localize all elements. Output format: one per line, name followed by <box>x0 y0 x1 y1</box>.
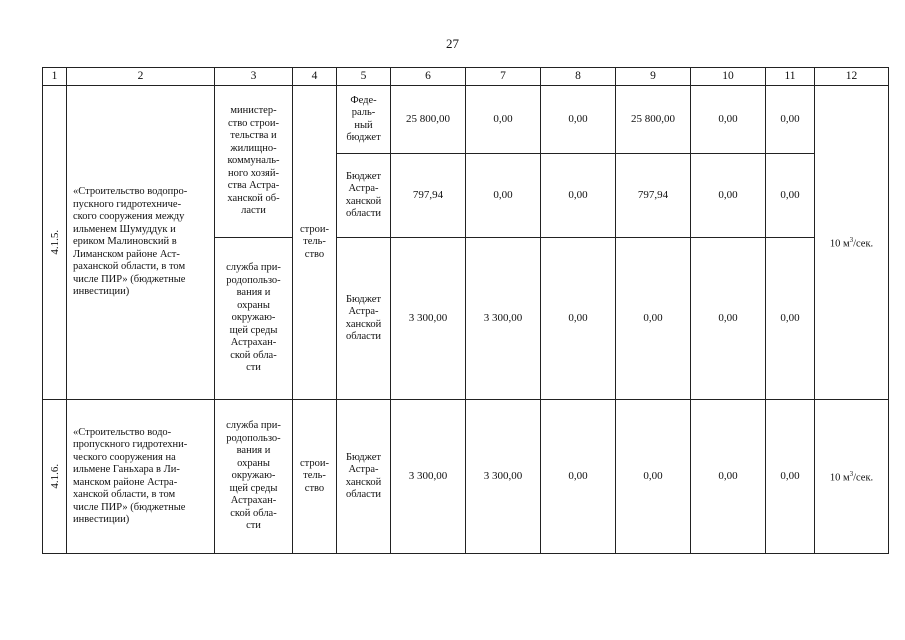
value-col-10: 0,00 <box>691 86 766 154</box>
funding-source: Бюджет Астра- ханской области <box>337 400 391 554</box>
value-col-10: 0,00 <box>691 154 766 238</box>
value-col-8: 0,00 <box>541 400 616 554</box>
header-col-3: 3 <box>215 68 293 86</box>
header-col-10: 10 <box>691 68 766 86</box>
header-col-11: 11 <box>766 68 815 86</box>
project-name: «Строительство водопро- пускного гидротехниче- ского сооружения между ильменем Шумуддук и ериком Малиновский в Лиманском районе Аст- раханской области, в том числе ПИР» (бюджетные инвестиции) <box>67 86 215 400</box>
responsible-service: служба при- родопользо- вания и охраны окружаю- щей среды Астрахан- ской обла- сти <box>215 400 293 554</box>
header-col-12: 12 <box>815 68 889 86</box>
value-col-6: 25 800,00 <box>391 86 466 154</box>
work-type: строи- тель- ство <box>293 86 337 400</box>
capacity: 10 $м^3$/сек. <box>815 86 889 400</box>
header-col-5: 5 <box>337 68 391 86</box>
work-type: строи- тель- ство <box>293 400 337 554</box>
header-col-1: 1 <box>43 68 67 86</box>
header-col-4: 4 <box>293 68 337 86</box>
value-col-9: 797,94 <box>616 154 691 238</box>
header-col-7: 7 <box>466 68 541 86</box>
value-col-8: 0,00 <box>541 86 616 154</box>
value-col-8: 0,00 <box>541 154 616 238</box>
funding-source: Бюджет Астра- ханской области <box>337 238 391 400</box>
value-col-10: 0,00 <box>691 400 766 554</box>
capacity: 10 $м^3$/сек. <box>815 400 889 554</box>
value-col-11: 0,00 <box>766 238 815 400</box>
funding-source: Феде- раль- ный бюджет <box>337 86 391 154</box>
row-code: 4.1.6. <box>43 400 67 554</box>
header-row <box>43 68 889 86</box>
row-code: 4.1.5. <box>43 86 67 400</box>
value-col-6: 797,94 <box>391 154 466 238</box>
value-col-7: 3 300,00 <box>466 238 541 400</box>
table-row <box>43 400 889 554</box>
header-col-9: 9 <box>616 68 691 86</box>
responsible-ministry: министер- ство строи- тельства и жилищно- коммуналь- ного хозяй- ства Астра- ханской об- ласти <box>215 86 293 238</box>
value-col-10: 0,00 <box>691 238 766 400</box>
value-col-7: 0,00 <box>466 86 541 154</box>
value-col-9: 0,00 <box>616 400 691 554</box>
value-col-7: 0,00 <box>466 154 541 238</box>
value-col-11: 0,00 <box>766 86 815 154</box>
responsible-service: служба при- родопользо- вания и охраны окружаю- щей среды Астрахан- ской обла- сти <box>215 238 293 400</box>
value-col-9: 25 800,00 <box>616 86 691 154</box>
page-number: 27 <box>446 36 459 51</box>
investment-table <box>42 67 889 554</box>
value-col-8: 0,00 <box>541 238 616 400</box>
value-col-11: 0,00 <box>766 154 815 238</box>
value-col-11: 0,00 <box>766 400 815 554</box>
value-col-9: 0,00 <box>616 238 691 400</box>
funding-source: Бюджет Астра- ханской области <box>337 154 391 238</box>
table-row <box>43 86 889 154</box>
header-col-2: 2 <box>67 68 215 86</box>
value-col-6: 3 300,00 <box>391 238 466 400</box>
header-col-8: 8 <box>541 68 616 86</box>
header-col-6: 6 <box>391 68 466 86</box>
value-col-6: 3 300,00 <box>391 400 466 554</box>
project-name: «Строительство водо- пропускного гидротехни- ческого сооружения на ильмене Ганьхара в Ли- манском районе Астра- ханской области, в том числе ПИР» (бюджетные инвестиции) <box>67 400 215 554</box>
value-col-7: 3 300,00 <box>466 400 541 554</box>
